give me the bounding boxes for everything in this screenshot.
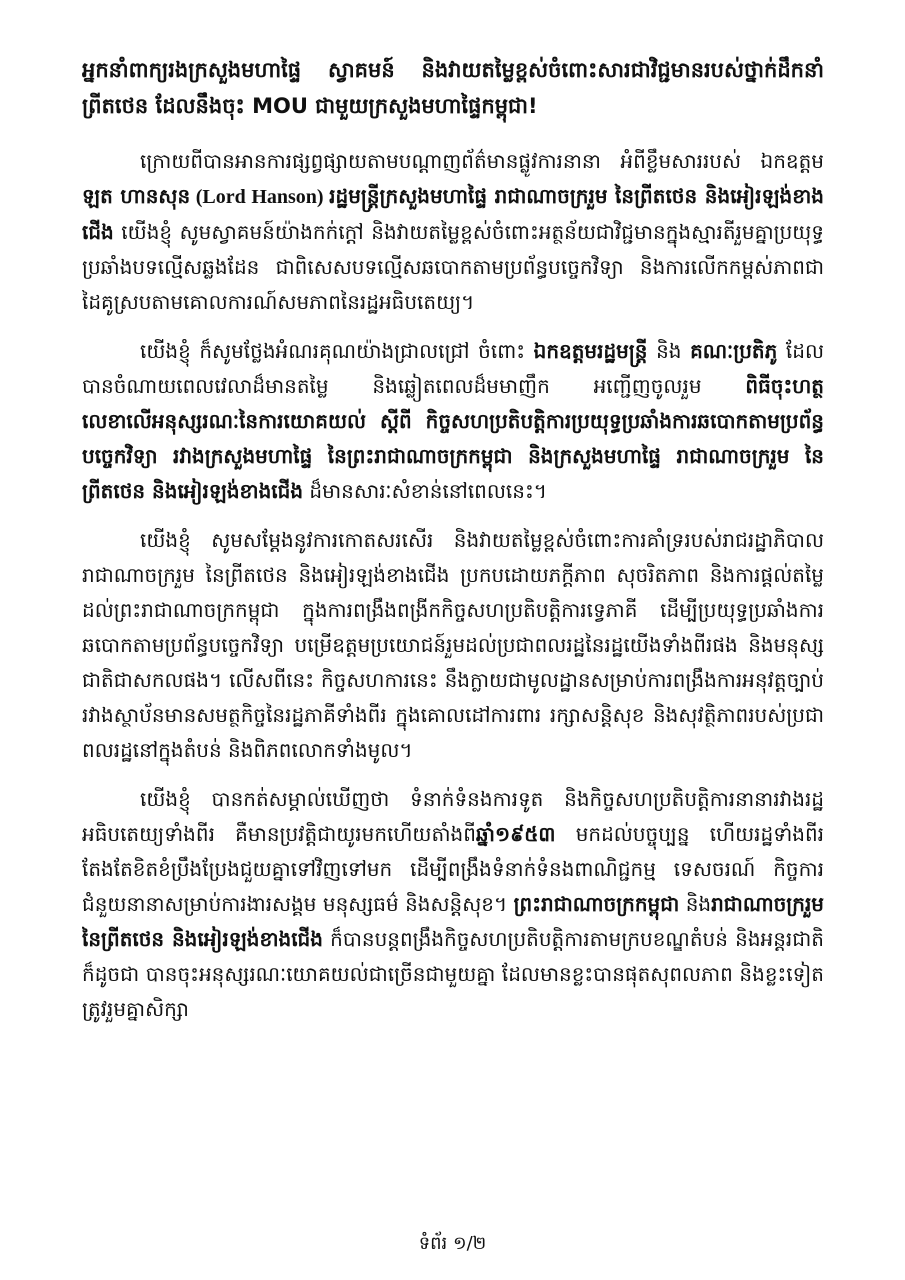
p2-text-e: ដែលបានចំណាយពេលវេលាដ៏មានតម្លៃ និងឆ្លៀតពេលដ៏មមាញឹក អញ្ជើញចូលរួម (82, 339, 824, 398)
p2-minister-bold: ឯកឧត្តមរដ្ឋមន្ត្រី (533, 339, 648, 363)
p4-uk-bold: រាជាណាចក្ររួម នៃព្រីតថេន និងអៀរឡង់ខាងជើង (82, 892, 824, 951)
p1-title-bold: រដ្ឋមន្ត្រីក្រសួងមហាផ្ទៃ រាជាណាចក្ររួម នៃព្រីតថេន និងអៀរឡង់ខាងជើង (82, 184, 824, 244)
paragraph-4 (82, 782, 824, 1027)
p2-ceremony-bold: ពិធីចុះហត្ថលេខាលើអនុស្សរណៈនៃការយោគយល់ ស្ដីពី កិច្ចសហប្រតិបត្តិការប្រយុទ្ធប្រឆាំងការឆបោកតាមប្រព័ន្ធបច្ចេកវិទ្យា រវាងក្រសួងមហាផ្ទៃ នៃព្រះរាជាណាចក្រកម្ពុជា និងក្រសួងមហាផ្ទៃ រាជាណាចក្ររួម នៃព្រីតថេន និងអៀរឡង់ខាងជើង (82, 374, 824, 503)
p1-latin-name: (Lord Hanson) (190, 186, 330, 208)
p2-text-c: និង (647, 339, 691, 363)
paragraph-3: យើងខ្ញុំ សូមសម្ដែងនូវការកោតសរសើរ និងវាយតម្លៃខ្ពស់ចំពោះការគាំទ្ររបស់រាជរដ្ឋាភិបាលរាជាណាចក្ររួម នៃព្រីតថេន និងអៀរឡង់ខាងជើង ប្រកបដោយភក្ដីភាព សុចរិតភាព និងការផ្ដល់តម្លៃដល់ព្រះរាជាណាចក្រកម្ពុជា ក្នុងការពង្រឹងពង្រីកកិច្ចសហប្រតិបត្តិការទ្វេភាគី ដើម្បីប្រយុទ្ធប្រឆាំងការឆបោកតាមប្រព័ន្ធបច្ចេកវិទ្យា បម្រើឧត្តមប្រយោជន៍រួមដល់ប្រជាពលរដ្ឋនៃរដ្ឋយើងទាំងពីរផង និងមនុស្សជាតិជាសកលផង។ លើសពីនេះ កិច្ចសហការនេះ នឹងក្លាយជាមូលដ្ឋានសម្រាប់ការពង្រឹងការអនុវត្តច្បាប់រវាងស្ថាប័នមានសមត្ថកិច្ចនៃរដ្ឋភាគីទាំងពីរ ក្នុងគោលដៅការពារ រក្សាសន្តិសុខ និងសុវត្ថិភាពរបស់ប្រជាពលរដ្ឋនៅក្នុងតំបន់ និងពិភពលោកទាំងមូល។ (82, 528, 824, 762)
p4-cambodia-bold: ព្រះរាជាណាចក្រកម្ពុជា (513, 892, 680, 916)
p1-name: ឡត ហានសុន (82, 184, 191, 208)
p4-text-c: មកដល់បច្ចុប្បន្ន ហើយរដ្ឋទាំងពីរ តែងតែខិតខំប្រឹងប្រែងជួយគ្នាទៅវិញទៅមក ដើម្បីពង្រឹងទំនាក់ទំនងពាណិជ្ជកម្ម ទេសចរណ៍ កិច្ចការជំនួយនានាសម្រាប់ការងារសង្គម មនុស្សធម៌ និងសន្តិសុខ។ (82, 822, 824, 916)
p4-text-a: យើងខ្ញុំ បានកត់សម្គាល់ឃើញថា ទំនាក់ទំនងការទូត និងកិច្ចសហប្រតិបត្តិការនានារវាងរដ្ឋអធិបតេយ្យទាំងពីរ គឺមានប្រវត្តិជាយូរមកហើយតាំងពី (82, 787, 824, 846)
page-number: ទំព័រ ១/២ (418, 1233, 487, 1254)
p2-text-a: យើងខ្ញុំ ក៏សូមថ្លែងអំណរគុណយ៉ាងជ្រាលជ្រៅ ចំពោះ (140, 339, 534, 363)
p1-text-a: ក្រោយពីបានអានការផ្សព្វផ្សាយតាមបណ្ដាញព័ត៌មានផ្លូវការនានា អំពីខ្លឹមសាររបស់ ឯកឧត្តម (140, 149, 824, 173)
p4-text-g: ក៏បានបន្តពង្រឹងកិច្ចសហប្រតិបត្តិការតាមក្របខណ្ឌតំបន់ និងអន្តរជាតិ ក៏ដូចជា បានចុះអនុស្សរណៈយោគយល់ជាច្រើនជាមួយគ្នា ដែលមានខ្លះបានផុតសុពលភាព និងខ្លះទៀត ត្រូវរួមគ្នាសិក្សា (82, 927, 824, 1021)
document-title: អ្នកនាំពាក្យរងក្រសួងមហាផ្ទៃ ស្វាគមន៍ និងវាយតម្លៃខ្ពស់ចំពោះសារជាវិជ្ជមានរបស់ថ្នាក់ដឹកនាំព្រីតថេន ដែលនឹងចុះ MOU ជាមួយក្រសួងមហាផ្ទៃកម្ពុជា! (82, 58, 824, 118)
document-page (82, 52, 824, 1220)
p1-text-c: យើងខ្ញុំ សូមស្វាគមន៍យ៉ាងកក់ក្ដៅ និងវាយតម្លៃខ្ពស់ចំពោះអត្ថន័យជាវិជ្ជមានក្នុងស្មារតីរួមគ្នាប្រយុទ្ធប្រឆាំងបទល្មើសឆ្លងដែន ជាពិសេសបទល្មើសឆបោកតាមប្រព័ន្ធបច្ចេកវិទ្យា និងការលើកកម្ពស់ភាពជាដៃគូស្របតាមគោលការណ៍សមភាពនៃរដ្ឋអធិបតេយ្យ។ (82, 220, 824, 314)
paragraph-1 (82, 144, 824, 320)
p4-text-e: និង (679, 892, 712, 916)
p2-text-g: ដ៏មានសារៈសំខាន់នៅពេលនេះ។ (303, 479, 547, 503)
p4-year-bold: ឆ្នាំ១៩៥៣ (475, 822, 556, 846)
p2-delegation-bold: គណៈប្រតិភូ (690, 339, 778, 363)
paragraph-2 (82, 334, 824, 509)
